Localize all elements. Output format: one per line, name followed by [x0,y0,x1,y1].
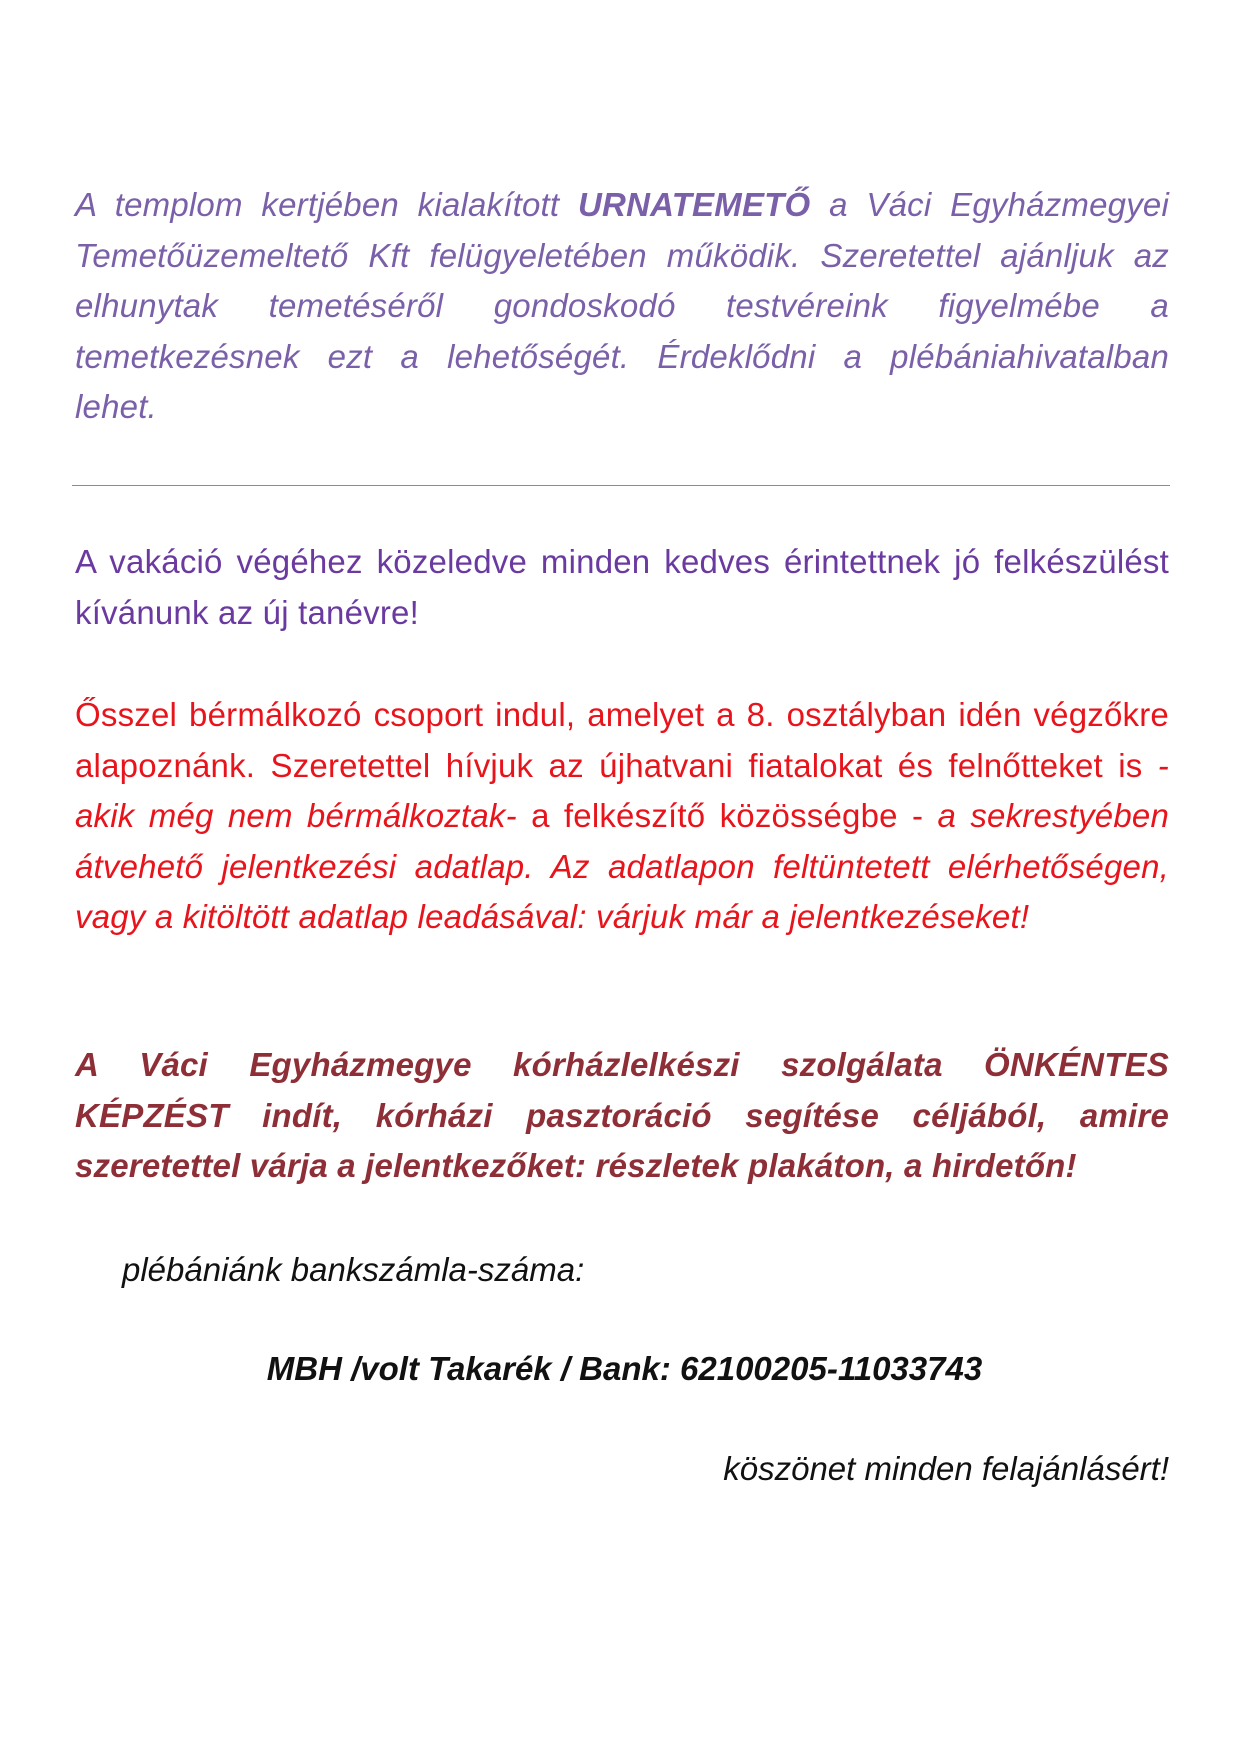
bank-account-label: plébániánk bankszámla-száma: [122,1251,585,1288]
confirmation-paragraph [75,690,1169,943]
section-divider [72,485,1170,486]
volunteer-training-paragraph: A Váci Egyházmegye kórházlelkészi szolgálata ÖNKÉNTES KÉPZÉST indít, kórházi pasztoráció segítése céljából, amire szeretettel várja a jelentkezőket: részletek plakáton, a hirdetőn! [75,1046,1169,1184]
confirmation-text-3: a felkészítő közösségbe - [516,797,938,834]
urn-lead-text: A templom kertjében kialakított [75,186,579,223]
confirmation-text-4: a sekrestyében átvehető jelentkezési adatlap. Az adatlapon feltüntetett elérhetőségen, vagy a kitöltött adatlap leadásával: várjuk már a jelentkezéseket! [75,797,1170,935]
urn-cemetery-paragraph [75,180,1169,433]
school-year-paragraph: A vakáció végéhez közeledve minden kedves érintettnek jó felkészülést kívánunk az új tanévre! [75,543,1169,631]
confirmation-text-1: Ősszel bérmálkozó csoport indul, amelyet a 8. osztályban idén végzőkre alapoznánk. Szeretettel hívjuk az újhatvani fiatalokat és felnőtteket is [75,696,1169,784]
thanks-text: köszönet minden felajánlásért! [723,1450,1169,1487]
confirmation-text-2: -akik még nem bérmálkoztak- [75,746,1169,834]
urn-rest-text: a Váci Egyházmegyei Temetőüzemeltető Kft felügyeletében működik. Szeretettel ajánljuk az elhunytak temetéséről gondoskodó testvéreink figyelmébe a temetkezésnek ezt a lehetőségét. Érdeklődni a plébániahivatalban lehet. [75,186,1169,425]
bank-account-number: MBH /volt Takarék / Bank: 62100205-11033743 [266,1350,983,1387]
urn-highlight-text: URNATEMETŐ [578,186,811,223]
urn-cemetery-section [75,180,1169,433]
